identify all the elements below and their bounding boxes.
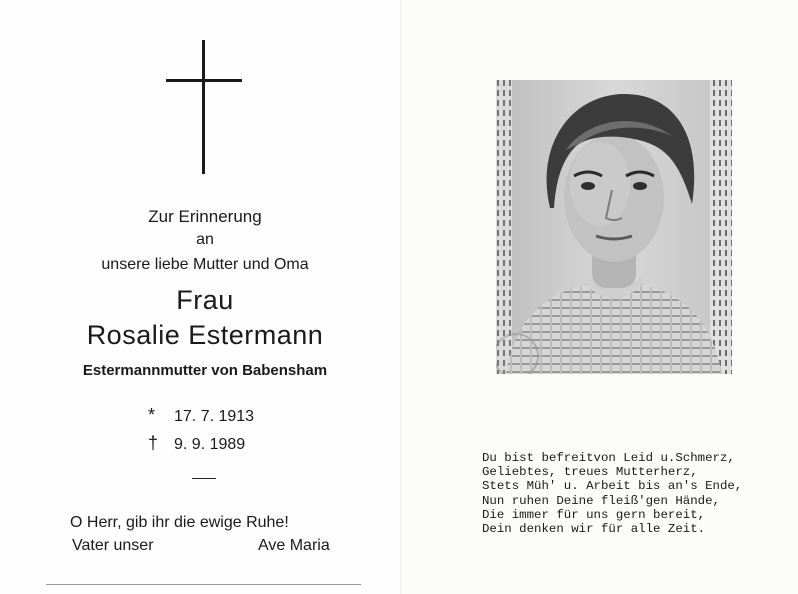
fold-line [400, 0, 401, 594]
poem-line: Du bist befreitvon Leid u.Schmerz, [482, 451, 735, 465]
death-date: 9. 9. 1989 [174, 436, 246, 453]
divider-dash [192, 478, 216, 479]
portrait-illustration [496, 80, 732, 374]
salutation: Frau [176, 285, 234, 315]
death-row [148, 430, 254, 458]
poem-line: Die immer für uns gern bereit, [482, 507, 706, 522]
poem-line: Stets Müh' u. Arbeit bis an's Ende, [482, 479, 743, 494]
death-symbol: † [148, 433, 159, 453]
birth-symbol: * [148, 405, 156, 425]
poem-line: Dein denken wir für alle Zeit. [482, 522, 706, 537]
bottom-rule [46, 584, 361, 585]
portrait-photo [496, 80, 732, 374]
prayer-ave-maria: Ave Maria [258, 537, 330, 554]
poem-line: Nun ruhen Deine fleiß'gen Hände, [482, 493, 720, 508]
prayer-text: O Herr, gib ihr die ewige Ruhe! [70, 514, 289, 531]
birth-date: 17. 7. 1913 [174, 408, 255, 425]
intro-text: Zur Erinnerung [148, 207, 262, 226]
deceased-name: Rosalie Estermann [86, 320, 324, 350]
birth-row [148, 402, 254, 430]
prayer-vater-unser: Vater unser [72, 537, 154, 554]
latin-cross-icon [166, 40, 242, 174]
poem-line: Geliebtes, treues Mutterherz, [482, 465, 698, 480]
life-dates [148, 402, 254, 458]
dedication-text: unsere liebe Mutter und Oma [101, 256, 309, 273]
memorial-poem [482, 451, 772, 536]
an-text: an [196, 231, 214, 248]
house-name: Estermannmutter von Babensham [82, 362, 328, 379]
